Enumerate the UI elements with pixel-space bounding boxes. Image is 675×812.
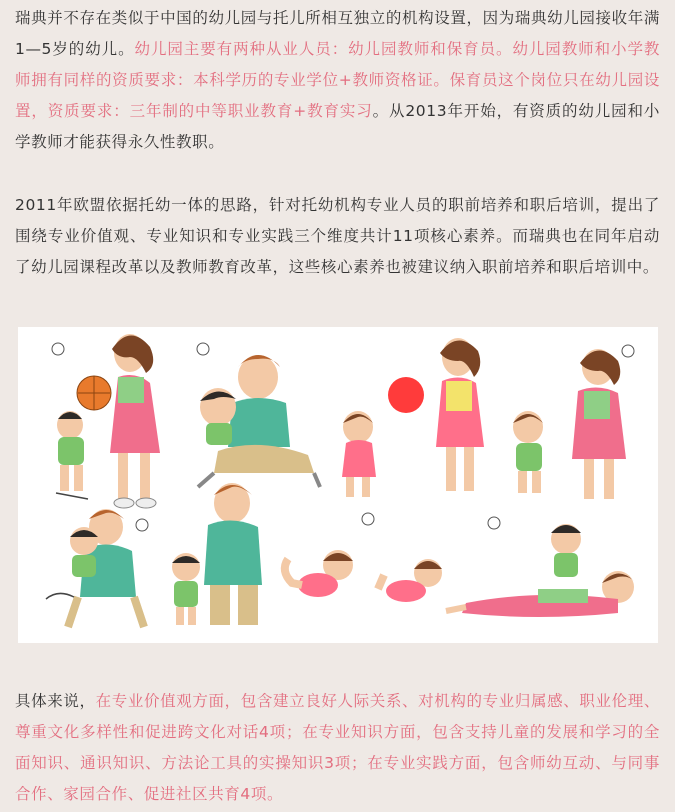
paragraph-competence-details-highlight: 在专业价值观方面，包含建立良好人际关系、对机构的专业归属感、职业伦理、尊重文化多样性和促进跨文化对话4项；在专业知识方面，包含支持儿童的发展和学习的全面知识、通识知识、方法论工具的实操知识3项；在专业实践方面，包含师幼互动、与同事合作、家园合作、促进社区共育4项。 — [15, 692, 660, 803]
paragraph-staffing-outro: 。从2013年开始，有资质的幼儿园和小学教师才能获得永久性教职。 — [15, 102, 660, 151]
paragraph-competence-details — [15, 686, 660, 810]
paragraph-staffing-intro: 瑞典并不存在类似于中国的幼儿园与托儿所相互独立的机构设置，因为瑞典幼儿园接收年满1—5岁的幼儿。 — [15, 9, 660, 58]
paragraph-staffing — [15, 3, 660, 158]
paragraph-eu-competences-text: 2011年欧盟依据托幼一体的思路，针对托幼机构专业人员的职前培养和职后培训，提出了围绕专业价值观、专业知识和专业实践三个维度共计11项核心素养。而瑞典也在同年启动了幼儿园课程改革以及教师教育改革，这些核心素养也被建议纳入职前培养和职后培训中。 — [15, 196, 660, 276]
paragraph-staffing-highlight: 幼儿园主要有两种从业人员：幼儿园教师和保育员。幼儿园教师和小学教师拥有同样的资质要求：本科学历的专业学位+教师资格证。保育员这个岗位只在幼儿园设置，资质要求：三年制的中等职业教育+教育实习 — [15, 40, 660, 120]
scene-crawling — [285, 513, 442, 602]
paragraph-eu-competences — [15, 190, 660, 283]
scene-piggyback — [446, 517, 634, 617]
scene-father-sitting — [197, 343, 320, 487]
paragraph-competence-details-intro: 具体来说， — [15, 692, 96, 710]
scene-ball-play — [342, 338, 484, 497]
scene-basketball — [52, 334, 160, 508]
illustration-parent-child-play — [18, 327, 658, 643]
scene-walking-practice — [513, 345, 634, 499]
scene-father-holding — [46, 509, 148, 627]
scene-father-lifting — [172, 483, 262, 625]
